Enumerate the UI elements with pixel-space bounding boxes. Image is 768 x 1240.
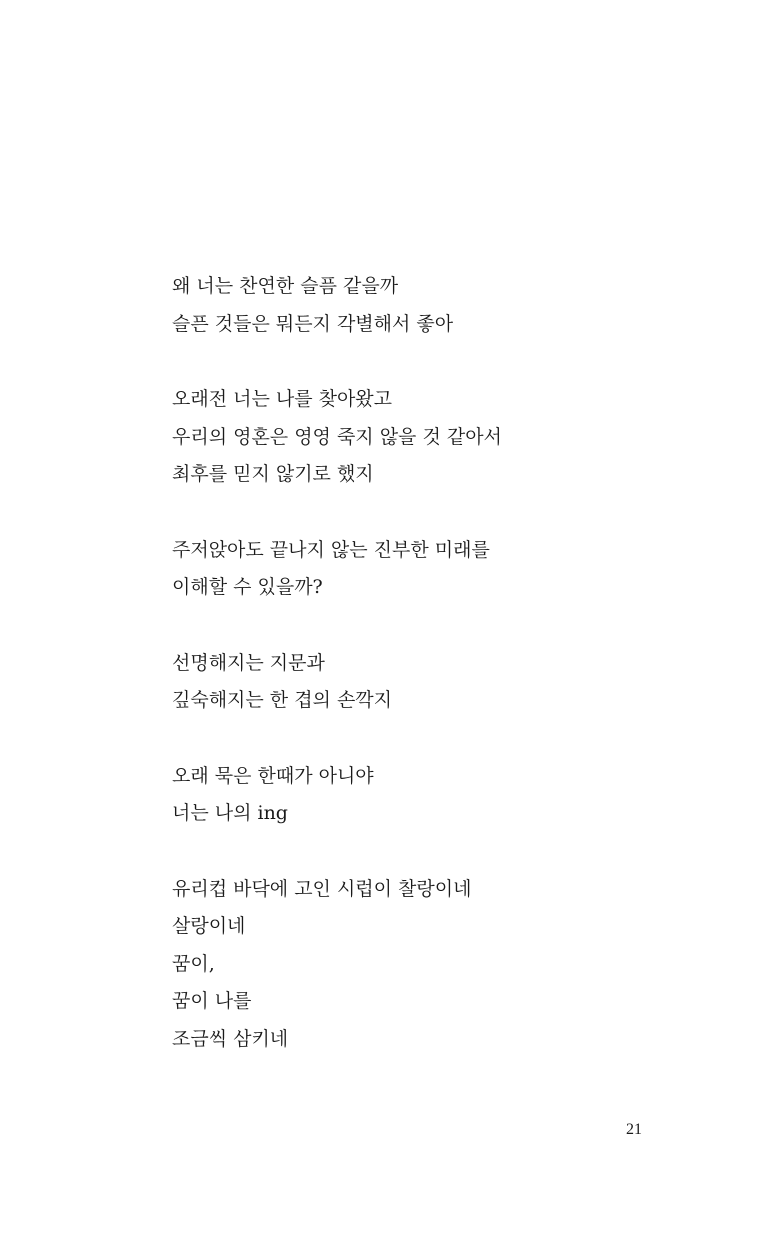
stanza-6 — [172, 871, 692, 1059]
poem-body — [172, 268, 692, 1096]
poem-line: 우리의 영혼은 영영 죽지 않을 것 같아서 — [172, 425, 502, 448]
poem-line: 너는 나의 ing — [172, 802, 288, 824]
poem-line: 살랑이네 — [172, 915, 246, 937]
stanza-4 — [172, 645, 692, 720]
stanza-2 — [172, 381, 692, 494]
poem-line: 이해할 수 있을까? — [172, 576, 323, 598]
poem-line: 조금씩 삼키네 — [172, 1027, 289, 1050]
poem-line: 꿈이 나를 — [172, 990, 252, 1012]
poem-line: 유리컵 바닥에 고인 시럽이 찰랑이네 — [172, 877, 472, 900]
poem-line: 왜 너는 찬연한 슬픔 같을까 — [172, 275, 399, 297]
poem-line: 깊숙해지는 한 겹의 손깍지 — [172, 689, 393, 711]
page-number: 21 — [626, 1121, 642, 1138]
poem-line: 주저앉아도 끝나지 않는 진부한 미래를 — [172, 538, 490, 561]
poem-line: 슬픈 것들은 뭐든지 각별해서 좋아 — [172, 312, 454, 335]
poem-line: 꿈이, — [172, 952, 215, 975]
stanza-3 — [172, 532, 692, 607]
poem-line: 오래 묵은 한때가 아니야 — [172, 764, 374, 787]
stanza-1 — [172, 268, 692, 343]
stanza-5 — [172, 758, 692, 833]
poem-line: 오래전 너는 나를 찾아왔고 — [172, 388, 393, 410]
poem-line: 선명해지는 지문과 — [172, 651, 325, 674]
poem-line: 최후를 믿지 않기로 했지 — [172, 463, 374, 485]
